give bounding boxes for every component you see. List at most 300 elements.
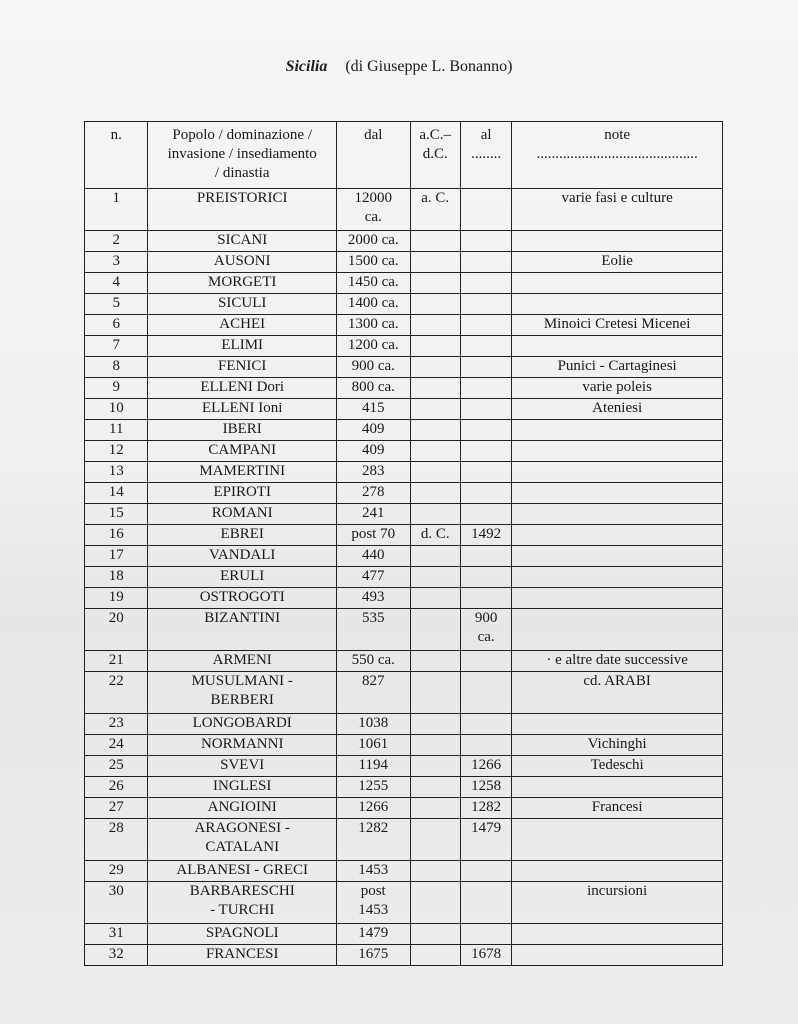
cell-number: 12 [85, 441, 148, 462]
cell-era [410, 273, 460, 294]
cell-al [460, 735, 511, 756]
cell-popolo [148, 399, 336, 420]
cell-note-line: Vichinghi [587, 736, 647, 752]
table-row [85, 945, 723, 966]
header-popolo [148, 122, 336, 189]
cell-number: 8 [85, 357, 148, 378]
table-row [85, 609, 723, 651]
cell-dal-line: 493 [361, 589, 385, 605]
cell-dal-line: 409 [361, 421, 385, 437]
cell-popolo [148, 672, 336, 714]
cell-al [460, 399, 511, 420]
cell-number: 1 [85, 189, 148, 231]
cell-al [460, 777, 511, 798]
cell-popolo-line: EPIROTI [213, 484, 271, 500]
cell-dal-line: 12000 [354, 190, 392, 206]
table-row [85, 399, 723, 420]
cell-dal-line: 409 [361, 442, 385, 458]
header-popolo-line: / dinastia [214, 165, 270, 181]
cell-era [410, 378, 460, 399]
cell-note [512, 189, 723, 231]
table-row [85, 483, 723, 504]
cell-dal-line: 1500 ca. [347, 253, 399, 269]
cell-al-line: 900 [474, 610, 498, 626]
table-row [85, 189, 723, 231]
header-ac-line: d.C. [422, 146, 448, 162]
cell-era [410, 777, 460, 798]
cell-popolo [148, 315, 336, 336]
cell-number: 10 [85, 399, 148, 420]
cell-popolo [148, 735, 336, 756]
cell-number: 21 [85, 651, 148, 672]
cell-note-line: Francesi [591, 799, 643, 815]
cell-note [512, 651, 723, 672]
cell-number: 26 [85, 777, 148, 798]
cell-popolo-line: ROMANI [211, 505, 273, 521]
cell-note [512, 399, 723, 420]
cell-dal [336, 546, 410, 567]
table-row [85, 861, 723, 882]
cell-popolo-line: ANGIOINI [207, 799, 277, 815]
cell-al [460, 273, 511, 294]
cell-al [460, 294, 511, 315]
cell-number: 29 [85, 861, 148, 882]
cell-al [460, 546, 511, 567]
cell-note [512, 735, 723, 756]
cell-popolo-line: CAMPANI [208, 442, 277, 458]
cell-era [410, 714, 460, 735]
table-row [85, 504, 723, 525]
cell-dal-line: 800 ca. [351, 379, 395, 395]
header-ac-line: a.C.– [419, 127, 452, 143]
cell-number: 17 [85, 546, 148, 567]
header-al-line: al [480, 127, 492, 143]
cell-dal [336, 357, 410, 378]
cell-note [512, 378, 723, 399]
cell-dal [336, 441, 410, 462]
cell-era [410, 315, 460, 336]
cell-popolo-line: BERBERI [210, 692, 274, 708]
cell-dal-line: 1453 [358, 862, 389, 878]
cell-popolo [148, 525, 336, 546]
cell-number: 3 [85, 252, 148, 273]
cell-note [512, 567, 723, 588]
cell-era [410, 441, 460, 462]
cell-era [410, 924, 460, 945]
cell-popolo [148, 357, 336, 378]
table-row [85, 294, 723, 315]
header-al-line: ........ [471, 146, 502, 162]
cell-dal [336, 315, 410, 336]
cell-al [460, 672, 511, 714]
cell-number: 23 [85, 714, 148, 735]
cell-era [410, 882, 460, 924]
cell-popolo-line: CATALANI [205, 839, 280, 855]
table-row [85, 714, 723, 735]
cell-popolo-line: ELLENI Ioni [202, 400, 283, 416]
table-row [85, 651, 723, 672]
cell-dal [336, 567, 410, 588]
cell-popolo [148, 588, 336, 609]
cell-al [460, 924, 511, 945]
cell-number: 6 [85, 315, 148, 336]
cell-popolo-line: MUSULMANI - [191, 673, 293, 689]
cell-popolo-line: VANDALI [209, 547, 276, 563]
cell-number: 31 [85, 924, 148, 945]
table-row [85, 672, 723, 714]
cell-era [410, 756, 460, 777]
header-al [460, 122, 511, 189]
cell-number: 2 [85, 231, 148, 252]
cell-popolo-line: IBERI [222, 421, 262, 437]
cell-al [460, 357, 511, 378]
cell-note [512, 294, 723, 315]
cell-note [512, 504, 723, 525]
cell-era [410, 336, 460, 357]
cell-dal [336, 399, 410, 420]
cell-note [512, 273, 723, 294]
cell-dal [336, 378, 410, 399]
cell-popolo [148, 273, 336, 294]
cell-dal [336, 525, 410, 546]
cell-dal [336, 504, 410, 525]
cell-popolo-line: MORGETI [208, 274, 277, 290]
cell-dal [336, 483, 410, 504]
cell-al [460, 882, 511, 924]
cell-number: 5 [85, 294, 148, 315]
cell-dal-line: 827 [361, 673, 385, 689]
table-row [85, 882, 723, 924]
cell-dal [336, 420, 410, 441]
cell-popolo-line: BARBARESCHI [189, 883, 295, 899]
cell-note [512, 714, 723, 735]
cell-al [460, 756, 511, 777]
cell-era [410, 252, 460, 273]
cell-al [460, 609, 511, 651]
header-popolo-line: invasione / insediamento [167, 146, 317, 162]
cell-al [460, 420, 511, 441]
cell-dal [336, 945, 410, 966]
cell-dal-line: 2000 ca. [347, 232, 399, 248]
cell-dal [336, 336, 410, 357]
cell-dal-line: 1479 [358, 925, 389, 941]
cell-note-line: varie poleis [582, 379, 652, 395]
cell-era [410, 567, 460, 588]
cell-number: 11 [85, 420, 148, 441]
cell-dal [336, 462, 410, 483]
cell-al [460, 336, 511, 357]
table-row [85, 420, 723, 441]
cell-dal-line: 1200 ca. [347, 337, 399, 353]
cell-popolo [148, 924, 336, 945]
header-note-line: ........................................... [536, 146, 698, 162]
cell-era [410, 609, 460, 651]
cell-popolo [148, 945, 336, 966]
cell-popolo [148, 756, 336, 777]
cell-al [460, 567, 511, 588]
cell-al-line: 1258 [471, 778, 502, 794]
cell-number: 25 [85, 756, 148, 777]
cell-era [410, 399, 460, 420]
cell-note-line: incursioni [587, 883, 648, 899]
cell-popolo-line: ALBANESI - GRECI [176, 862, 309, 878]
cell-dal [336, 882, 410, 924]
cell-al-line: 1492 [471, 526, 502, 542]
cell-note-line: Minoici Cretesi Micenei [543, 316, 691, 332]
cell-note [512, 945, 723, 966]
cell-popolo-line: ELIMI [221, 337, 264, 353]
cell-note [512, 420, 723, 441]
cell-era [410, 735, 460, 756]
cell-era [410, 945, 460, 966]
cell-note [512, 483, 723, 504]
cell-era [410, 588, 460, 609]
cell-dal [336, 735, 410, 756]
cell-dal-line: 1675 [358, 946, 389, 962]
cell-era [410, 357, 460, 378]
cell-popolo [148, 462, 336, 483]
cell-number: 22 [85, 672, 148, 714]
cell-number: 9 [85, 378, 148, 399]
cell-number: 13 [85, 462, 148, 483]
cell-popolo [148, 420, 336, 441]
cell-popolo-line: OSTROGOTI [199, 589, 285, 605]
cell-note [512, 798, 723, 819]
cell-note [512, 609, 723, 651]
table-row [85, 315, 723, 336]
cell-note [512, 441, 723, 462]
cell-popolo-line: EBREI [220, 526, 264, 542]
cell-dal-line: ca. [364, 209, 382, 225]
cell-dal [336, 714, 410, 735]
cell-dal [336, 294, 410, 315]
cell-note [512, 546, 723, 567]
cell-dal-line: post [360, 883, 386, 899]
cell-popolo [148, 777, 336, 798]
cell-popolo [148, 882, 336, 924]
cell-dal [336, 252, 410, 273]
cell-dal-line: 283 [361, 463, 385, 479]
cell-dal-line: 550 ca. [351, 652, 395, 668]
cell-popolo [148, 819, 336, 861]
header-n: n. [85, 122, 148, 189]
header-popolo-line: Popolo / dominazione / [172, 127, 312, 143]
cell-note [512, 357, 723, 378]
document-title [0, 58, 798, 76]
cell-dal [336, 273, 410, 294]
cell-popolo [148, 252, 336, 273]
cell-dal [336, 189, 410, 231]
cell-note [512, 462, 723, 483]
cell-popolo-line: ERULI [220, 568, 265, 584]
cell-dal [336, 588, 410, 609]
cell-dal-line: 1282 [358, 820, 389, 836]
table-row [85, 357, 723, 378]
cell-al [460, 462, 511, 483]
cell-al [460, 441, 511, 462]
cell-popolo [148, 567, 336, 588]
cell-note-line: Tedeschi [590, 757, 644, 773]
cell-note [512, 231, 723, 252]
title-name: Sicilia [285, 58, 328, 75]
cell-dal-line: 241 [361, 505, 385, 521]
cell-dal-line: 535 [361, 610, 385, 626]
cell-era [410, 420, 460, 441]
cell-dal-line: 415 [361, 400, 385, 416]
cell-era [410, 861, 460, 882]
cell-era [410, 294, 460, 315]
cell-note [512, 315, 723, 336]
cell-note-line: varie fasi e culture [561, 190, 673, 206]
cell-era [410, 672, 460, 714]
cell-dal [336, 609, 410, 651]
cell-popolo-line: BIZANTINI [204, 610, 281, 626]
cell-popolo-line: LONGOBARDI [192, 715, 292, 731]
cell-note-line: Ateniesi [592, 400, 643, 416]
cell-dal-line: 440 [361, 547, 385, 563]
cell-number: 18 [85, 567, 148, 588]
cell-era [410, 504, 460, 525]
cell-al-line: 1479 [471, 820, 502, 836]
cell-popolo-line: SICANI [217, 232, 268, 248]
cell-note [512, 252, 723, 273]
cell-dal [336, 819, 410, 861]
table-row [85, 252, 723, 273]
cell-era [410, 819, 460, 861]
cell-number: 16 [85, 525, 148, 546]
table-row [85, 546, 723, 567]
cell-al [460, 315, 511, 336]
cell-note [512, 336, 723, 357]
table-row [85, 336, 723, 357]
cell-al-line: 1282 [471, 799, 502, 815]
cell-dal-line: 1061 [358, 736, 389, 752]
cell-popolo [148, 441, 336, 462]
cell-note-line: Eolie [601, 253, 633, 269]
cell-popolo-line: ARMENI [212, 652, 272, 668]
cell-popolo [148, 861, 336, 882]
cell-number: 28 [85, 819, 148, 861]
cell-dal [336, 777, 410, 798]
cell-popolo [148, 714, 336, 735]
cell-dal-line: 1300 ca. [347, 316, 399, 332]
header-ac [410, 122, 460, 189]
cell-popolo [148, 651, 336, 672]
table-body [85, 189, 723, 966]
header-note-line: note [604, 127, 631, 143]
table-row [85, 462, 723, 483]
cell-popolo-line: INGLESI [213, 778, 272, 794]
cell-dal-line: post 70 [351, 526, 396, 542]
cell-popolo [148, 609, 336, 651]
cell-note [512, 777, 723, 798]
cell-popolo-line: ELLENI Dori [200, 379, 285, 395]
cell-al [460, 504, 511, 525]
cell-popolo-line: FENICI [218, 358, 267, 374]
cell-number: 27 [85, 798, 148, 819]
cell-dal [336, 651, 410, 672]
cell-era [410, 798, 460, 819]
cell-popolo-line: SVEVI [220, 757, 265, 773]
header-dal: dal [336, 122, 410, 189]
cell-dal-line: 1194 [358, 757, 388, 773]
cell-popolo-line: MAMERTINI [199, 463, 286, 479]
cell-al [460, 819, 511, 861]
cell-note [512, 924, 723, 945]
cell-dal-line: 1450 ca. [347, 274, 399, 290]
cell-era [410, 546, 460, 567]
cell-al [460, 525, 511, 546]
cell-popolo-line: SICULI [218, 295, 267, 311]
table-header [85, 122, 723, 189]
cell-dal [336, 756, 410, 777]
cell-al [460, 651, 511, 672]
cell-popolo [148, 294, 336, 315]
cell-dal-line: 1400 ca. [347, 295, 399, 311]
table-row [85, 924, 723, 945]
cell-popolo [148, 546, 336, 567]
cell-dal-line: 477 [361, 568, 385, 584]
cell-popolo-line: - TURCHI [210, 902, 275, 918]
cell-note-line: cd. ARABI [583, 673, 651, 689]
cell-al [460, 798, 511, 819]
cell-popolo [148, 336, 336, 357]
cell-number: 4 [85, 273, 148, 294]
cell-popolo [148, 378, 336, 399]
cell-al [460, 252, 511, 273]
cell-number: 24 [85, 735, 148, 756]
cell-number: 20 [85, 609, 148, 651]
table-row [85, 273, 723, 294]
table-row [85, 819, 723, 861]
cell-popolo-line: PREISTORICI [196, 190, 288, 206]
table-row [85, 798, 723, 819]
cell-number: 32 [85, 945, 148, 966]
cell-note [512, 588, 723, 609]
cell-popolo-line: ARAGONESI - [194, 820, 290, 836]
cell-era: a. C. [410, 189, 460, 231]
table-row [85, 378, 723, 399]
header-note [512, 122, 723, 189]
cell-note-line: · e altre date successive [546, 652, 688, 668]
table-row [85, 231, 723, 252]
cell-popolo [148, 189, 336, 231]
cell-al [460, 945, 511, 966]
cell-popolo-line: SPAGNOLI [205, 925, 279, 941]
cell-al [460, 378, 511, 399]
cell-dal [336, 672, 410, 714]
cell-era [410, 651, 460, 672]
cell-number: 15 [85, 504, 148, 525]
cell-number: 30 [85, 882, 148, 924]
cell-era [410, 483, 460, 504]
cell-dal [336, 861, 410, 882]
cell-popolo-line: FRANCESI [205, 946, 279, 962]
cell-dal-line: 1266 [358, 799, 389, 815]
title-author: (di Giuseppe L. Bonanno) [345, 58, 513, 75]
cell-note [512, 756, 723, 777]
cell-dal [336, 231, 410, 252]
cell-al [460, 189, 511, 231]
table-row [85, 441, 723, 462]
cell-al [460, 483, 511, 504]
cell-dal-line: 1038 [358, 715, 389, 731]
cell-popolo-line: NORMANNI [200, 736, 284, 752]
cell-note [512, 525, 723, 546]
cell-number: 19 [85, 588, 148, 609]
cell-al-line: ca. [477, 629, 495, 645]
cell-note [512, 819, 723, 861]
